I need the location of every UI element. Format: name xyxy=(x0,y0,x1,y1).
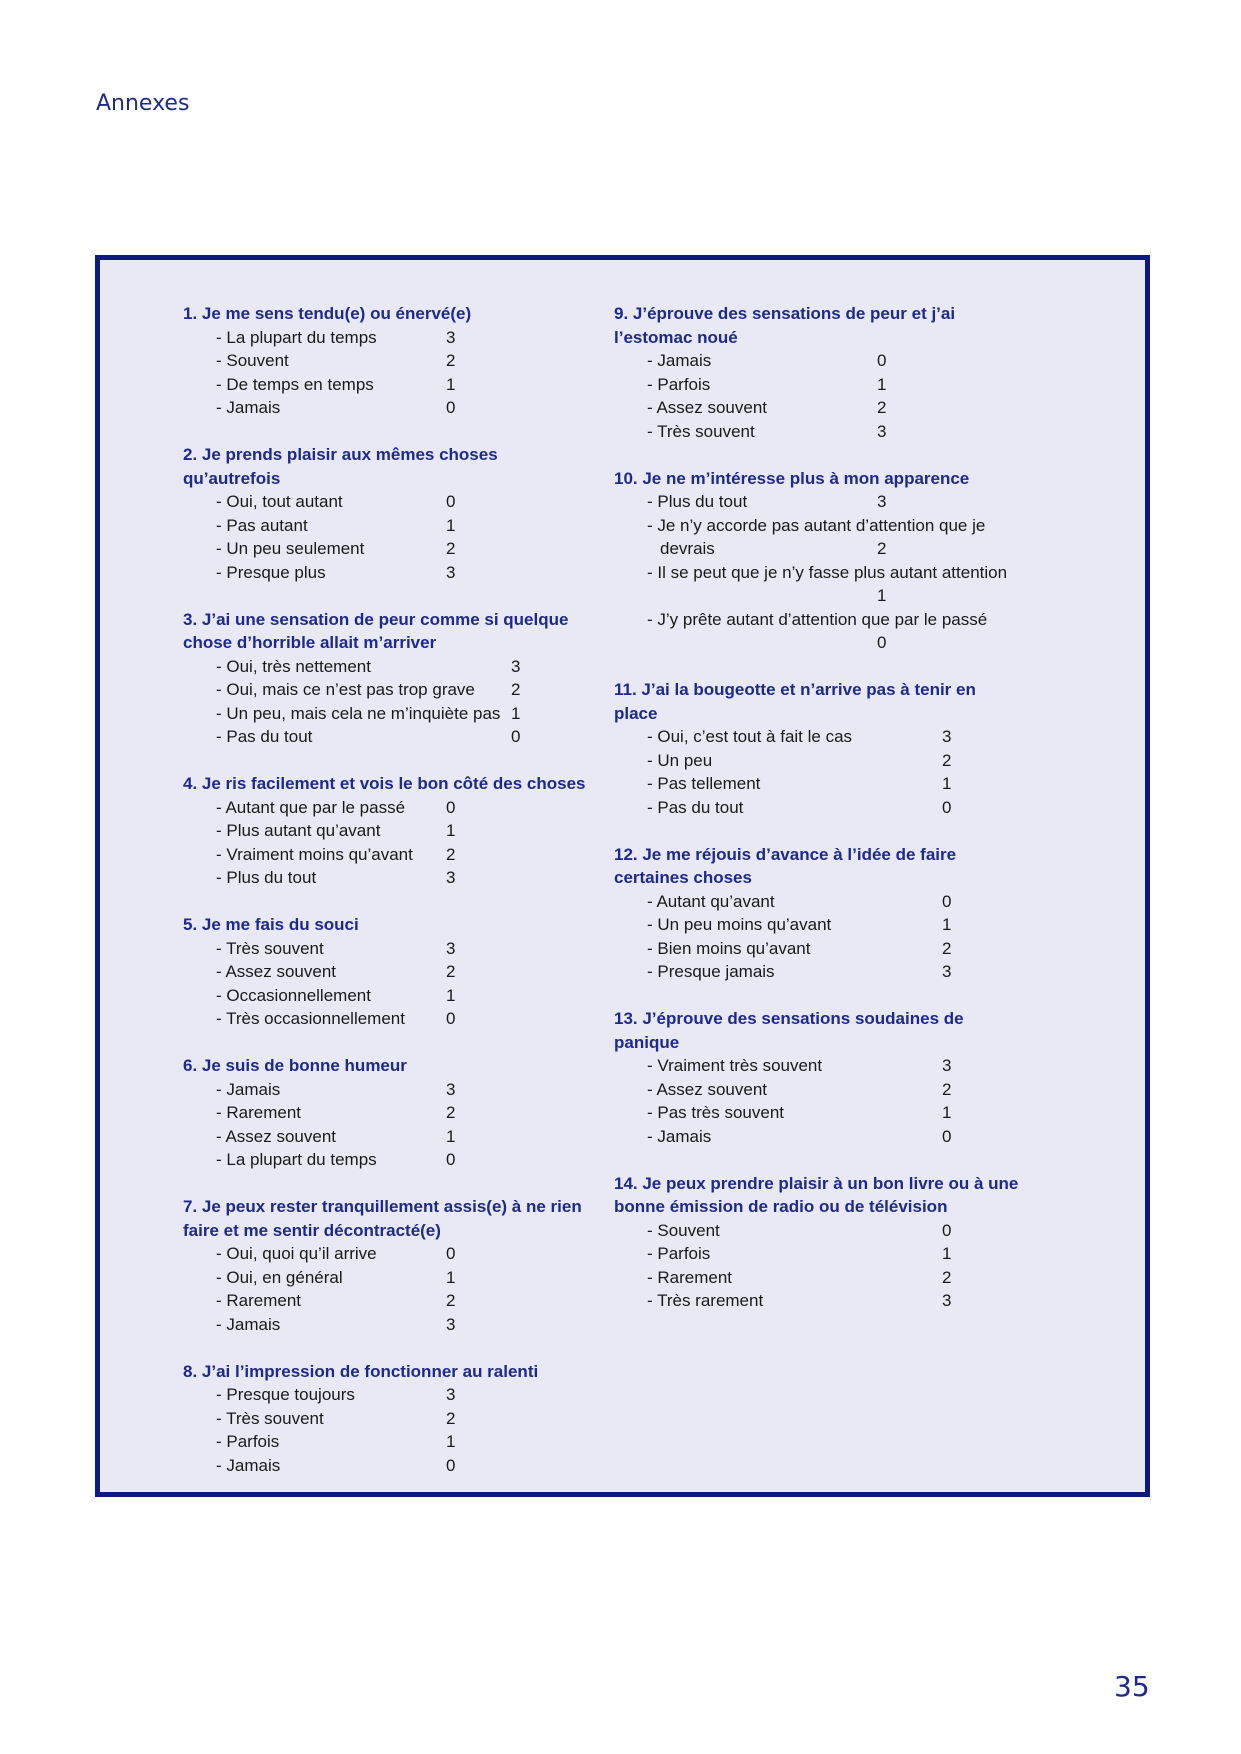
answer-label: - Presque toujours xyxy=(216,1385,355,1404)
answer-score: 0 xyxy=(942,1220,952,1240)
answer-option xyxy=(183,678,593,702)
question-title: 12. Je me réjouis d’avance à l’idée de faire xyxy=(614,844,957,864)
answer-option xyxy=(614,1266,1044,1290)
answer-score: 0 xyxy=(446,797,456,817)
answer-score: 2 xyxy=(446,1408,456,1428)
answer-label: - Plus du tout xyxy=(647,492,748,511)
answer-score: 2 xyxy=(877,398,887,417)
answer-option xyxy=(183,1078,593,1102)
answer-score: 0 xyxy=(446,492,456,511)
answer-label: - Rarement xyxy=(216,1103,302,1122)
answer-option xyxy=(614,937,1044,961)
question-title: chose d’horrible allait m’arriver xyxy=(183,633,437,652)
answer-option xyxy=(183,984,593,1008)
answer-label: - Presque plus xyxy=(216,562,326,582)
question-title: place xyxy=(614,703,658,723)
answer-score: 1 xyxy=(942,1244,952,1263)
answer-score: 3 xyxy=(446,1385,456,1404)
answer-option xyxy=(183,937,593,961)
answer-option xyxy=(183,1383,593,1407)
answer-label: - Oui, quoi qu’il arrive xyxy=(216,1244,377,1263)
answer-option xyxy=(614,749,1044,773)
answer-label: - Assez souvent xyxy=(216,1126,337,1146)
answer-option xyxy=(614,373,1044,397)
question-block xyxy=(614,302,1044,443)
answer-label: - Plus autant qu’avant xyxy=(216,821,381,840)
answer-label: - Je n’y accorde pas autant d’attention que je xyxy=(647,515,986,535)
answer-score: 0 xyxy=(942,797,952,817)
answer-option xyxy=(183,1148,593,1172)
answer-option xyxy=(614,420,1044,444)
answer-option xyxy=(183,843,593,867)
page-header: Annexes xyxy=(96,91,190,116)
question-title: 13. J’éprouve des sensations soudaines de xyxy=(614,1009,964,1028)
answer-score: 3 xyxy=(446,562,456,582)
question-block xyxy=(183,1360,593,1478)
answer-score: 1 xyxy=(942,1103,952,1122)
answer-label: - Souvent xyxy=(216,351,289,370)
answer-score: 2 xyxy=(942,938,952,958)
answer-label: - Oui, mais ce n’est pas trop grave xyxy=(216,680,475,699)
question-title: 6. Je suis de bonne humeur xyxy=(183,1056,407,1075)
answer-label: - Très occasionnellement xyxy=(216,1009,405,1028)
answer-option xyxy=(183,866,593,890)
answer-score: 0 xyxy=(511,727,521,746)
answer-label: - Un peu, mais cela ne m’inquiète pas xyxy=(216,703,501,723)
question-block xyxy=(614,843,1044,984)
answer-score: 0 xyxy=(446,1009,456,1028)
answer-label: - Parfois xyxy=(647,374,711,394)
answer-score: 3 xyxy=(877,421,887,441)
answer-option xyxy=(183,1313,593,1337)
answer-option xyxy=(614,608,1044,655)
question-title: 1. Je me sens tendu(e) ou énervé(e) xyxy=(183,304,472,323)
answer-option xyxy=(183,1454,593,1478)
answer-score: 3 xyxy=(446,1314,456,1334)
answer-score: 1 xyxy=(446,515,456,535)
answer-option xyxy=(183,396,593,420)
answer-option xyxy=(183,1101,593,1125)
answer-option xyxy=(183,960,593,984)
answer-label: - Il se peut que je n’y fasse plus autant attention xyxy=(647,562,1008,582)
answer-label: - Pas autant xyxy=(216,515,308,535)
answer-label: - Plus du tout xyxy=(216,868,317,887)
question-title: 7. Je peux rester tranquillement assis(e) à ne rien xyxy=(183,1197,582,1216)
answer-label: - La plupart du temps xyxy=(216,327,377,347)
answer-label: - Très souvent xyxy=(647,421,755,441)
answer-score: 3 xyxy=(511,656,521,676)
answer-label: - Très rarement xyxy=(647,1291,764,1310)
answer-label: - Oui, tout autant xyxy=(216,492,343,511)
answer-score: 0 xyxy=(446,1455,456,1475)
answer-score: 3 xyxy=(942,1291,952,1310)
answer-score: 0 xyxy=(446,1150,456,1169)
answer-option xyxy=(183,725,593,749)
answer-label: - Oui, en général xyxy=(216,1267,343,1287)
answer-label: - De temps en temps xyxy=(216,374,374,394)
answer-option xyxy=(614,561,1044,608)
answer-option xyxy=(614,349,1044,373)
answer-label: - La plupart du temps xyxy=(216,1150,377,1169)
answer-option xyxy=(183,1242,593,1266)
answer-label: - Pas tellement xyxy=(647,774,761,793)
question-block xyxy=(183,772,593,890)
answer-score: 3 xyxy=(942,962,952,981)
answer-option xyxy=(614,1125,1044,1149)
answer-label: - Pas du tout xyxy=(647,797,744,817)
answer-label: - Assez souvent xyxy=(647,1079,768,1099)
question-title: 10. Je ne m’intéresse plus à mon apparence xyxy=(614,468,970,488)
answer-score: 2 xyxy=(446,539,456,558)
answer-label: - Presque jamais xyxy=(647,962,775,981)
answer-label: - Assez souvent xyxy=(647,398,768,417)
answer-score: 1 xyxy=(877,374,887,394)
answer-label: - Jamais xyxy=(216,1079,281,1099)
answer-label: - Un peu xyxy=(647,750,713,770)
answer-option xyxy=(183,702,593,726)
answer-score: 2 xyxy=(511,680,521,699)
answer-option xyxy=(183,349,593,373)
answer-score: 2 xyxy=(942,1267,952,1287)
answer-option xyxy=(614,1078,1044,1102)
question-title: l’estomac noué xyxy=(614,327,738,347)
question-title: panique xyxy=(614,1032,680,1052)
answer-score: 2 xyxy=(446,1103,456,1122)
answer-score: 1 xyxy=(446,821,456,840)
page-number: 35 xyxy=(1114,1670,1150,1703)
question-block xyxy=(614,1172,1044,1313)
answer-score: 3 xyxy=(446,938,456,958)
question-title: bonne émission de radio ou de télévision xyxy=(614,1197,948,1216)
answer-label: - Parfois xyxy=(216,1432,280,1451)
question-block xyxy=(183,913,593,1031)
answer-label: - Occasionnellement xyxy=(216,985,371,1005)
answer-label: - Oui, très nettement xyxy=(216,656,371,676)
question-title: 2. Je prends plaisir aux mêmes choses xyxy=(183,445,498,464)
answer-label: - Parfois xyxy=(647,1244,711,1263)
answer-label: - Jamais xyxy=(647,351,712,370)
answer-option xyxy=(614,514,1044,561)
answer-label: - Pas du tout xyxy=(216,727,313,746)
question-block xyxy=(614,467,1044,655)
answer-option xyxy=(183,819,593,843)
answer-option xyxy=(614,960,1044,984)
answer-option xyxy=(614,725,1044,749)
answer-option xyxy=(183,796,593,820)
answer-option xyxy=(614,1219,1044,1243)
answer-option xyxy=(183,537,593,561)
answer-score: 2 xyxy=(942,1079,952,1099)
answer-score: 0 xyxy=(877,633,887,652)
answer-label: - Un peu seulement xyxy=(216,539,365,558)
question-block xyxy=(614,1007,1044,1148)
question-block xyxy=(183,302,593,420)
answer-score: 3 xyxy=(942,1056,952,1075)
question-block xyxy=(183,1054,593,1172)
answer-score: 3 xyxy=(877,492,887,511)
answer-score: 2 xyxy=(877,539,887,558)
answer-option xyxy=(614,1054,1044,1078)
question-title: 4. Je ris facilement et vois le bon côté des choses xyxy=(183,774,586,793)
question-block xyxy=(614,678,1044,819)
answer-label: - Pas très souvent xyxy=(647,1103,785,1122)
answer-score: 1 xyxy=(511,703,521,723)
answer-option xyxy=(183,1266,593,1290)
questionnaire-box xyxy=(95,255,1150,1497)
answer-label: - Souvent xyxy=(647,1220,720,1240)
answer-score: 2 xyxy=(446,962,456,981)
left-column xyxy=(183,302,593,1501)
answer-option xyxy=(614,1289,1044,1313)
answer-label: - Très souvent xyxy=(216,1408,324,1428)
answer-label: - Un peu moins qu’avant xyxy=(647,915,832,934)
question-title: 11. J’ai la bougeotte et n’arrive pas à tenir en xyxy=(614,680,976,699)
answer-label: - Rarement xyxy=(216,1291,302,1310)
answer-score: 1 xyxy=(942,774,952,793)
question-title: 8. J’ai l’impression de fonctionner au ralenti xyxy=(183,1361,539,1381)
answer-score: 2 xyxy=(942,750,952,770)
answer-label: - Autant qu’avant xyxy=(647,891,775,911)
answer-score: 1 xyxy=(446,374,456,394)
answer-label: - Vraiment moins qu’avant xyxy=(216,844,413,864)
answer-label: - Bien moins qu’avant xyxy=(647,938,811,958)
answer-score: 2 xyxy=(446,351,456,370)
answer-option xyxy=(614,490,1044,514)
answer-label: - Jamais xyxy=(216,1455,281,1475)
answer-label: - J’y prête autant d’attention que par le passé xyxy=(647,609,988,629)
answer-score: 0 xyxy=(446,1244,456,1263)
answer-score: 3 xyxy=(942,727,952,746)
answer-score: 0 xyxy=(877,351,887,370)
question-block xyxy=(183,443,593,584)
answer-option xyxy=(183,373,593,397)
answer-score: 3 xyxy=(446,1079,456,1099)
answer-score: 3 xyxy=(446,327,456,347)
answer-label: - Jamais xyxy=(216,398,281,417)
question-title: certaines choses xyxy=(614,868,752,887)
answer-label: - Assez souvent xyxy=(216,962,337,981)
answer-option xyxy=(183,514,593,538)
answer-option xyxy=(614,396,1044,420)
answer-label: - Rarement xyxy=(647,1267,733,1287)
answer-option xyxy=(183,1407,593,1431)
answer-score: 1 xyxy=(446,985,456,1005)
answer-option xyxy=(183,655,593,679)
answer-option xyxy=(614,1101,1044,1125)
answer-option xyxy=(614,796,1044,820)
answer-score: 0 xyxy=(446,398,456,417)
answer-score: 1 xyxy=(446,1126,456,1146)
question-title: 5. Je me fais du souci xyxy=(183,915,359,934)
answer-option xyxy=(183,1125,593,1149)
answer-option xyxy=(614,1242,1044,1266)
question-title: 3. J’ai une sensation de peur comme si quelque xyxy=(183,609,569,629)
answer-option xyxy=(183,1007,593,1031)
answer-label-continuation: devrais xyxy=(660,539,715,558)
answer-option xyxy=(614,890,1044,914)
question-title: 14. Je peux prendre plaisir à un bon livre ou à une xyxy=(614,1173,1019,1193)
question-block xyxy=(183,608,593,749)
question-title: qu’autrefois xyxy=(183,468,281,488)
answer-score: 0 xyxy=(942,891,952,911)
answer-option xyxy=(614,913,1044,937)
answer-label: - Jamais xyxy=(216,1314,281,1334)
answer-score: 1 xyxy=(942,915,952,934)
answer-option xyxy=(183,490,593,514)
answer-option xyxy=(614,772,1044,796)
answer-score: 1 xyxy=(446,1267,456,1287)
answer-label: - Autant que par le passé xyxy=(216,797,406,817)
answer-score: 2 xyxy=(446,1291,456,1310)
answer-score: 1 xyxy=(877,586,887,605)
question-block xyxy=(183,1195,593,1336)
answer-score: 2 xyxy=(446,844,456,864)
question-title: faire et me sentir décontracté(e) xyxy=(183,1220,441,1240)
question-title: 9. J’éprouve des sensations de peur et j’ai xyxy=(614,304,956,323)
answer-label: - Vraiment très souvent xyxy=(647,1056,823,1075)
right-column xyxy=(614,302,1044,1336)
answer-label: - Jamais xyxy=(647,1126,712,1146)
answer-score: 3 xyxy=(446,868,456,887)
answer-label: - Très souvent xyxy=(216,938,324,958)
answer-score: 0 xyxy=(942,1126,952,1146)
answer-option xyxy=(183,561,593,585)
answer-option xyxy=(183,1430,593,1454)
answer-label: - Oui, c’est tout à fait le cas xyxy=(647,727,853,746)
answer-option xyxy=(183,1289,593,1313)
answer-score: 1 xyxy=(446,1432,456,1451)
answer-option xyxy=(183,326,593,350)
